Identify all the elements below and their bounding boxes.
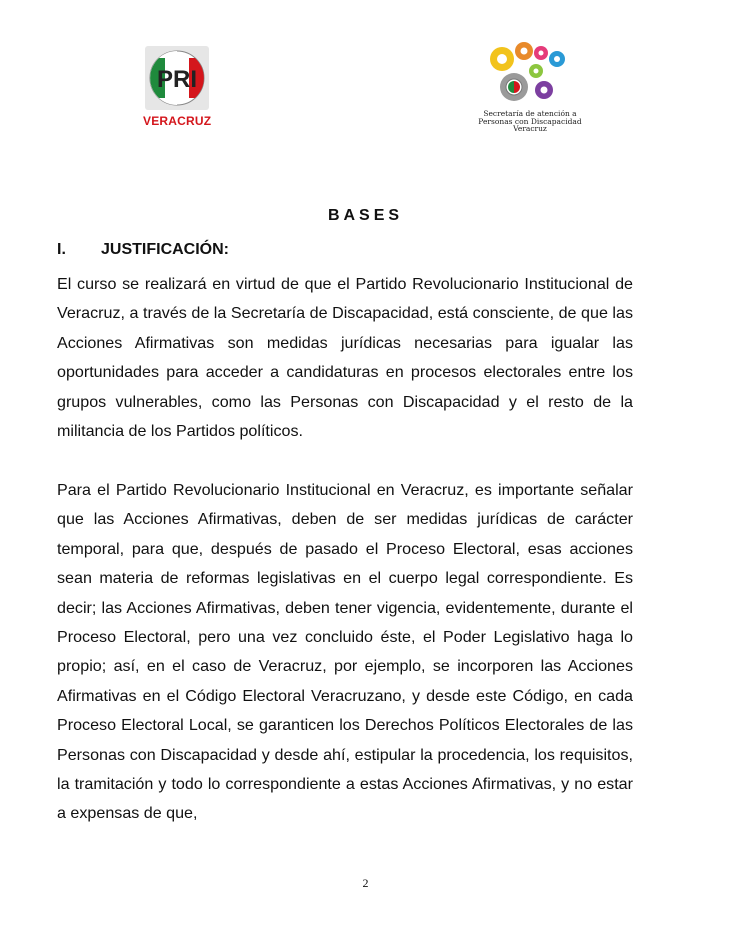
secretariat-caption-line: Secretaría de atención a [483, 109, 577, 118]
secretariat-caption [474, 110, 586, 133]
pri-emblem [145, 46, 209, 110]
body-paragraph: Para el Partido Revolucionario Institucional en Veracruz, es importante señalar que las Acciones Afirmativas, deben de ser medidas jurídicas de carácter temporal, para que, después de pasado el Proceso Electoral, esas acciones sean materia de reformas legislativas en el cuerpo legal correspondiente. Es decir; las Acciones Afirmativas, deben tener vigencia, evidentemente, durante el Proceso Electoral, pero una vez concluido éste, el Poder Legislativo haga lo propio; así, en el caso de Veracruz, por ejemplo, se incorporen las Acciones Afirmativas en el Código Electoral Veracruzano, y desde este Código, en cada Proceso Electoral Local, se garanticen los Derechos Políticos Electorales de las Personas con Discapacidad y desde ahí, estipular la procedencia, los requisitos, la tramitación y todo lo correspondiente a estas Acciones Afirmativas, y no estar a expensas de que, [57, 481, 633, 823]
pri-logo [143, 46, 211, 128]
pri-letters: PRI [156, 66, 198, 93]
secretariat-logo [474, 40, 586, 132]
document-heading: BASES [327, 207, 404, 224]
pri-circle-icon [145, 46, 209, 110]
pri-veracruz-label: VERACRUZ [143, 114, 212, 128]
secretariat-caption-line: Veracruz [513, 124, 547, 133]
body-paragraph: El curso se realizará en virtud de que el Partido Revolucionario Institucional de Veracruz, a través de la Secretaría de Discapacidad, está consciente, de que las Acciones Afirmativas son medidas jurídicas necesarias para igualar las oportunidades para acceder a candidaturas en procesos electorales entre los grupos vulnerables, como las Personas con Discapacidad y el resto de la militancia de los Partidos políticos. [57, 275, 633, 441]
secretariat-caption-line: Personas con Discapacidad [478, 116, 582, 126]
page-number: 2 [362, 876, 369, 890]
section-title-text: JUSTIFICACIÓN: [101, 241, 229, 258]
section-title [57, 241, 229, 259]
section-number: I. [57, 241, 66, 258]
gears-icon [474, 40, 586, 110]
